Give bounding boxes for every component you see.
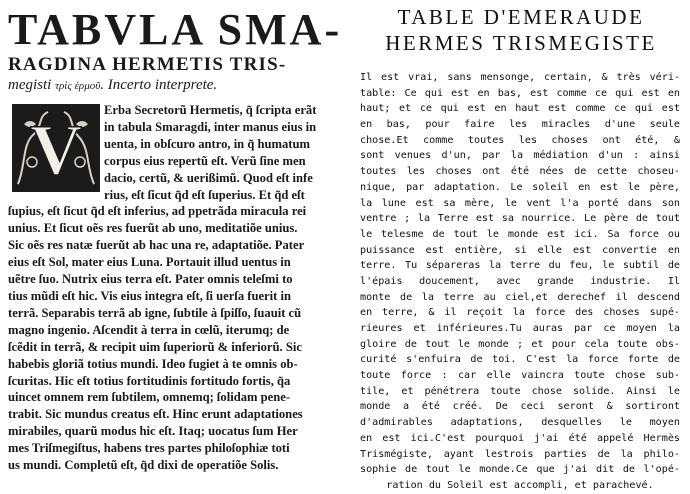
latin-line: terrã. Separabis terrã ab igne, ſubtile à ſpiſſo, ſuauit cũ xyxy=(8,305,302,320)
french-title-line-2: HERMES TRISMEGISTE xyxy=(385,31,657,55)
latin-title-line-2: RAGDINA HERMETIS TRIS- xyxy=(8,54,287,75)
dropcap-ornament-icon xyxy=(12,104,100,192)
latin-line: ſcuritas. Hic eſt totius fortitudinis fortitudo fortis, q̃a xyxy=(8,373,291,388)
french-line: en est ici.C'est pourquoi j'ai été appelé Hermès xyxy=(360,432,680,444)
french-line: tile, et pénétrera toute chose solide. Ainsi le xyxy=(360,385,680,397)
french-line: sophie de tout le monde.Ce que j'ai dit de l'opé- xyxy=(360,464,680,476)
french-line: nique, par adaptation. Le soleil en est le père, xyxy=(360,181,680,193)
latin-page xyxy=(8,6,348,476)
latin-line: ſcẽdit in terrã, & recipit uim ſuperiorũ & inferiorũ. Sic xyxy=(8,339,302,354)
french-line: puissance est entière, si elle est convertie en xyxy=(360,244,680,256)
latin-line: mes Triſmegiſtus, habens tres partes philoſophiæ toti xyxy=(8,441,290,456)
french-line: terre. Tu sépareras la terre du feu, le subtil de xyxy=(360,260,680,272)
latin-line: uincet omnem rem ſubtilem, omnemq; ſolidam pene- xyxy=(8,390,291,405)
french-line: la lune est sa mère, le vent l'a porté dans son xyxy=(360,197,680,209)
latin-line: rius, eſt ſicut q̃d eſt ſuperius. Et q̃d eſt xyxy=(104,187,305,202)
french-line: l'épais doucement, avec grande industrie. Il xyxy=(360,275,680,287)
french-line: toutes les choses ont été nées de cette choseu- xyxy=(360,166,680,178)
french-line: table: Ce qui est en bas, est comme ce qui est en xyxy=(360,87,680,99)
dropcap-letter: V xyxy=(30,110,82,190)
french-line: monte de la terre au ciel,et derechef il descend xyxy=(360,291,680,303)
latin-line: trabit. Sic mundus creatus eſt. Hinc erunt adaptationes xyxy=(8,407,303,422)
french-line: sont venues d'un, par la médiation d'un : ainsi xyxy=(360,150,680,162)
latin-line: magno ingenio. Aſcendit à terra in cœlũ, iterumq; de xyxy=(8,322,290,337)
latin-title-greek: τρὶς ἑρμοῦ xyxy=(55,80,101,92)
french-line: le telesme de tout le monde est ici. Sa force ou xyxy=(360,228,680,240)
latin-line: dacio, certũ, & uerißimũ. Quod eſt infe xyxy=(104,170,313,185)
ornamental-dropcap-v xyxy=(12,104,100,192)
latin-line: ſupius, eſt ſicut q̃d eſt inferius, ad ppetrãda miracula rei xyxy=(8,204,307,219)
french-translation xyxy=(360,4,682,491)
latin-line: uẽtre ſuo. Nutrix eius terra eſt. Pater omnis teleſmi to xyxy=(8,272,293,287)
latin-line: unius. Et ſicut oẽs res fuerũt ab uno, meditatiõe unius. xyxy=(8,221,298,236)
french-line: ration du Soleil est accompli, et parachevé. xyxy=(386,479,654,491)
french-line: Trismégiste, ayant lestrois parties de la philo- xyxy=(360,448,680,460)
latin-line: habebis gloriã totius mundi. Ideo fugiet à te omnis ob- xyxy=(8,356,298,371)
french-line: ventre ; la Terre est sa nourrice. Le père de tout xyxy=(360,213,680,225)
french-title-line-1: TABLE D'EMERAUDE xyxy=(397,5,645,29)
latin-title-line-1: TABVLA SMA- xyxy=(8,5,343,54)
french-line: en bas, pour faire les miracles d'une seule xyxy=(360,119,680,131)
latin-line: eius eſt Sol, mater eius Luna. Portauit illud uentus in xyxy=(8,255,291,270)
french-line: d'admirables adaptations, desquelles le moyen xyxy=(360,417,680,429)
latin-line: uenta, in obſcuro antro, in q̃ humatum xyxy=(104,136,310,151)
french-line: gloire de tout le monde ; et pour cela toute obs- xyxy=(360,338,680,350)
latin-line: us mundi. Completũ eſt, q̃d dixi de operatiõe Solis. xyxy=(8,458,279,473)
french-line: en terre, & il reçoit la force des choses supé- xyxy=(360,307,680,319)
latin-title-interprete: . Incerto interprete. xyxy=(100,77,218,93)
latin-line: Erba Secretorũ Hermetis, q̃ ſcripta erãt xyxy=(104,103,317,117)
latin-title-line-3 xyxy=(8,76,348,95)
latin-line: Sic oẽs res natæ fuerũt ab hac una re, adaptatiõe. Pater xyxy=(8,238,305,253)
latin-line: tius mũdi eſt hic. Vis eius integra eſt, ſi uerſa fuerit in xyxy=(8,288,291,303)
french-line: Il est vrai, sans mensonge, certain, & très véri- xyxy=(360,72,680,83)
french-line: rieures et inférieures.Tu auras par ce moyen la xyxy=(360,323,680,334)
french-line: haut; et ce qui est en haut est comme ce qui est xyxy=(360,103,680,115)
french-line: toute force : car elle vaincra toute chose sub- xyxy=(360,370,680,382)
french-line: monde a été créé. De ceci seront & sortiront xyxy=(360,401,680,413)
latin-title-megisti: megisti xyxy=(8,77,52,93)
latin-line: in tabula Smaragdi, inter manus eius in xyxy=(104,119,317,134)
french-body-text xyxy=(360,70,680,494)
french-line: curité s'enfuira de toi. C'est la force forte de xyxy=(360,354,680,366)
french-line: chose.Et comme toutes les choses ont été, & xyxy=(360,134,680,146)
latin-line: mirabiles, quarũ modus hic eſt. Itaq; uocatus ſum Her xyxy=(8,424,298,439)
latin-line: corpus eius repertũ eſt. Verũ ſine men xyxy=(104,153,306,168)
